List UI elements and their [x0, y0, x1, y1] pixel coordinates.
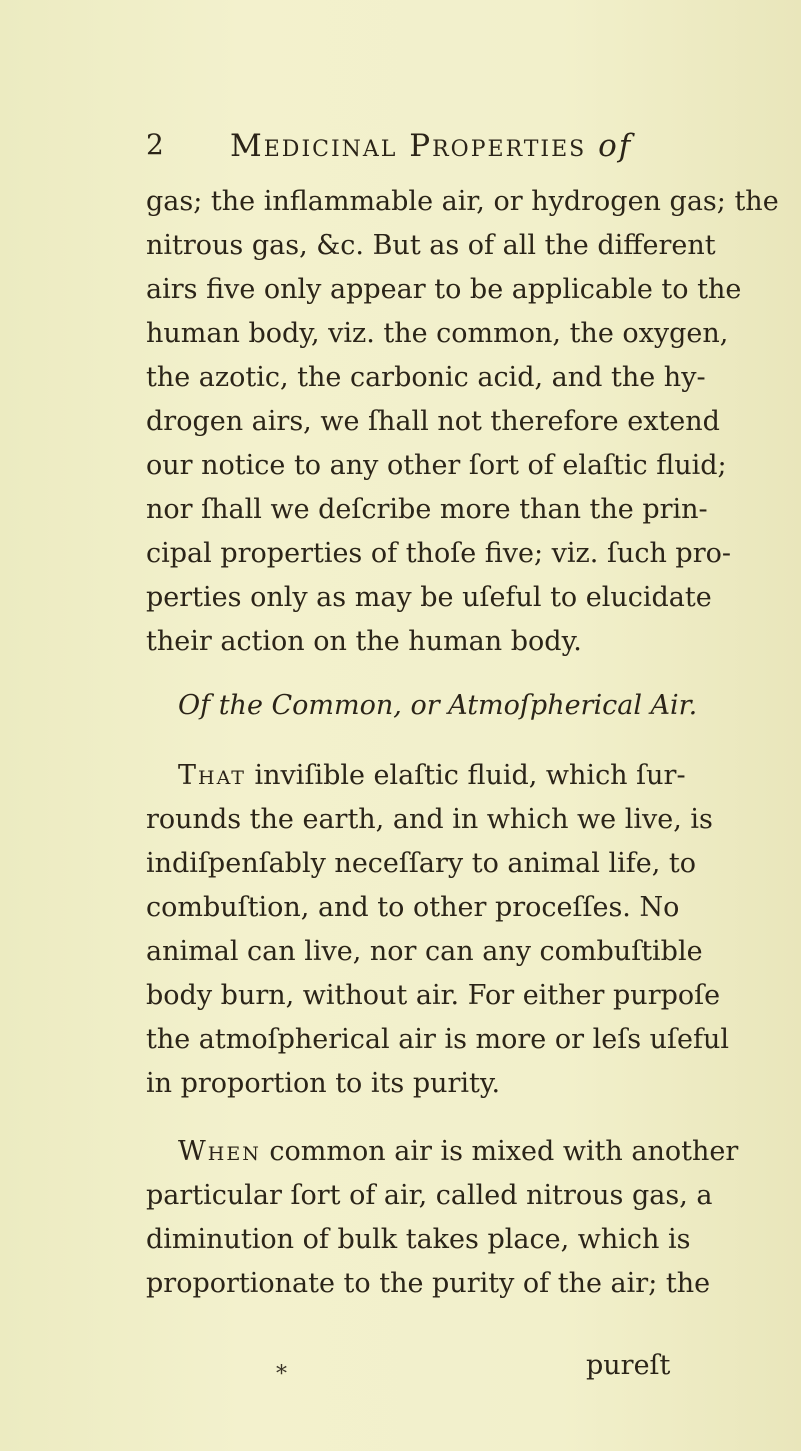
text-line: common air is mixed with another	[269, 1136, 739, 1167]
running-header	[146, 128, 676, 172]
text-line: nor ſhall we deſcribe more than the prin-	[146, 494, 708, 525]
text-line: the atmoſpherical air is more or leſs uſeful	[146, 1024, 730, 1055]
running-title	[230, 128, 632, 164]
text-line: gas; the inflammable air, or hydrogen gas; the	[146, 186, 779, 217]
page-number: 2	[146, 128, 165, 161]
text-line: airs five only appear to be applicable to the	[146, 274, 742, 305]
text-line: animal can live, nor can any combuſtible	[146, 936, 703, 967]
text-line: nitrous gas, &c. But as of all the different	[146, 230, 716, 261]
text-line: perties only as may be uſeful to elucidate	[146, 582, 712, 613]
text-line: body burn, without air. For either purpoſe	[146, 980, 721, 1011]
text-line: cipal properties of thoſe five; viz. ſuch pro-	[146, 538, 731, 569]
text-line: drogen airs, we ſhall not therefore extend	[146, 406, 720, 437]
paragraph-first-line	[178, 1130, 739, 1174]
text-line: indiſpenſably neceſſary to animal life, to	[146, 848, 696, 879]
running-title-of: of	[598, 128, 633, 164]
lead-word: When	[178, 1136, 261, 1167]
text-line: our notice to any other ſort of elaſtic fluid;	[146, 450, 727, 481]
text-line: human body, viz. the common, the oxygen,	[146, 318, 729, 349]
running-title-text: Medicinal Properties	[230, 128, 587, 164]
text-line: rounds the earth, and in which we live, is	[146, 804, 713, 835]
lead-word: That	[178, 760, 246, 791]
catchword: pureſt	[586, 1350, 671, 1381]
text-line: proportionate to the purity of the air; the	[146, 1268, 711, 1299]
text-line: particular ſort of air, called nitrous gas, a	[146, 1180, 713, 1211]
text-line: inviſible elaſtic fluid, which ſur-	[254, 760, 686, 791]
text-line: combuſtion, and to other proceſſes. No	[146, 892, 680, 923]
text-line: diminution of bulk takes place, which is	[146, 1224, 691, 1255]
text-line: their action on the human body.	[146, 626, 582, 657]
text-line: in proportion to its purity.	[146, 1068, 501, 1099]
paragraph-first-line	[178, 754, 686, 798]
signature-mark: *	[276, 1362, 287, 1387]
section-heading: Of the Common, or Atmoſpherical Air.	[178, 690, 698, 721]
text-line: the azotic, the carbonic acid, and the hy-	[146, 362, 706, 393]
